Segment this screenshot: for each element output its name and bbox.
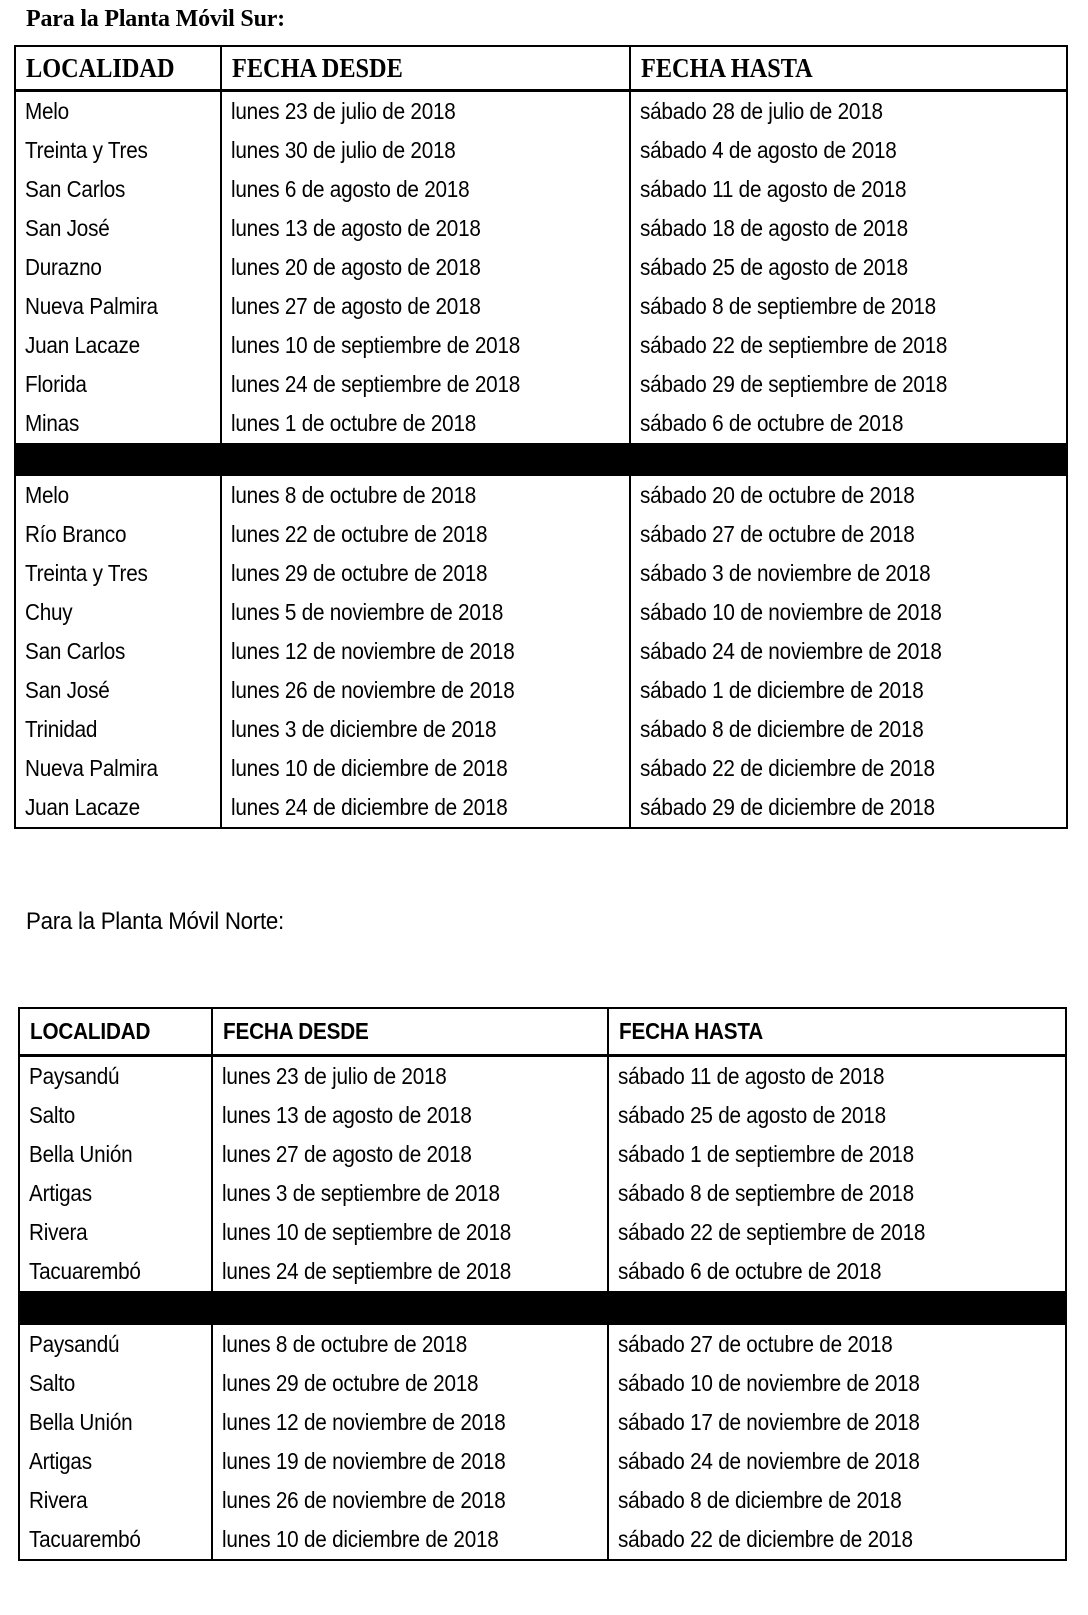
cell-text: lunes 8 de octubre de 2018: [222, 1331, 468, 1357]
table-row: [15, 131, 1067, 170]
cell-text: sábado 20 de octubre de 2018: [640, 482, 915, 508]
cell-fecha-desde: [221, 749, 630, 788]
cell-text: sábado 29 de diciembre de 2018: [640, 794, 935, 820]
cell-text: sábado 22 de septiembre de 2018: [618, 1219, 926, 1245]
cell-fecha-hasta: [630, 710, 1067, 749]
column-header-label: LOCALIDAD: [30, 1018, 151, 1044]
cell-fecha-hasta: [630, 170, 1067, 209]
cell-text: sábado 27 de octubre de 2018: [640, 521, 915, 547]
table-row: [19, 1403, 1066, 1442]
cell-text: sábado 6 de octubre de 2018: [640, 410, 904, 436]
redaction-band-row: [15, 443, 1067, 476]
cell-text: Salto: [29, 1102, 76, 1128]
cell-text: lunes 30 de julio de 2018: [231, 137, 456, 163]
cell-fecha-hasta: [630, 91, 1067, 132]
table-row: [15, 749, 1067, 788]
cell-text: Florida: [25, 371, 87, 397]
cell-fecha-hasta: [630, 326, 1067, 365]
cell-localidad: [19, 1213, 212, 1252]
table-row: [19, 1520, 1066, 1560]
table-row: [15, 404, 1067, 443]
cell-localidad: [15, 710, 221, 749]
cell-localidad: [15, 515, 221, 554]
cell-fecha-hasta: [608, 1056, 1066, 1097]
table-row: [15, 365, 1067, 404]
table-header-row: [19, 1008, 1066, 1056]
cell-fecha-hasta: [608, 1135, 1066, 1174]
cell-text: sábado 11 de agosto de 2018: [618, 1063, 885, 1089]
cell-text: Trinidad: [25, 716, 98, 742]
cell-fecha-desde: [212, 1174, 608, 1213]
cell-localidad: [15, 209, 221, 248]
cell-text: lunes 13 de agosto de 2018: [231, 215, 481, 241]
cell-fecha-hasta: [630, 365, 1067, 404]
cell-fecha-hasta: [630, 554, 1067, 593]
cell-localidad: [19, 1056, 212, 1097]
cell-localidad: [15, 326, 221, 365]
cell-text: Nueva Palmira: [25, 755, 158, 781]
cell-text: lunes 1 de octubre de 2018: [231, 410, 477, 436]
cell-fecha-desde: [212, 1364, 608, 1403]
table-row: [15, 515, 1067, 554]
cell-text: sábado 11 de agosto de 2018: [640, 176, 907, 202]
cell-localidad: [15, 593, 221, 632]
cell-text: sábado 4 de agosto de 2018: [640, 137, 897, 163]
cell-fecha-desde: [221, 476, 630, 515]
cell-fecha-hasta: [630, 671, 1067, 710]
cell-fecha-desde: [221, 131, 630, 170]
column-header-label: FECHA HASTA: [619, 1018, 764, 1044]
cell-fecha-hasta: [608, 1481, 1066, 1520]
table-row: [19, 1442, 1066, 1481]
cell-localidad: [15, 131, 221, 170]
cell-text: lunes 19 de noviembre de 2018: [222, 1448, 506, 1474]
cell-localidad: [15, 788, 221, 828]
cell-fecha-desde: [212, 1213, 608, 1252]
cell-fecha-hasta: [608, 1520, 1066, 1560]
cell-fecha-hasta: [608, 1213, 1066, 1252]
caption-planta-movil-sur: Para la Planta Móvil Sur:: [26, 6, 285, 32]
cell-localidad: [19, 1096, 212, 1135]
cell-fecha-desde: [212, 1096, 608, 1135]
cell-localidad: [19, 1174, 212, 1213]
cell-text: lunes 29 de octubre de 2018: [222, 1370, 479, 1396]
table-row: [15, 476, 1067, 515]
table-row: [19, 1135, 1066, 1174]
column-header-label: FECHA DESDE: [232, 52, 403, 83]
column-header-fecha-hasta: [608, 1008, 1066, 1056]
column-header-localidad: [15, 46, 221, 91]
cell-text: Juan Lacaze: [25, 794, 140, 820]
cell-text: lunes 27 de agosto de 2018: [222, 1141, 472, 1167]
cell-fecha-desde: [221, 404, 630, 443]
cell-text: sábado 8 de septiembre de 2018: [618, 1180, 914, 1206]
cell-text: Melo: [25, 98, 69, 124]
cell-text: sábado 1 de septiembre de 2018: [618, 1141, 914, 1167]
cell-text: Paysandú: [29, 1063, 120, 1089]
cell-text: sábado 22 de diciembre de 2018: [618, 1526, 913, 1552]
cell-text: lunes 6 de agosto de 2018: [231, 176, 470, 202]
cell-fecha-hasta: [608, 1174, 1066, 1213]
column-header-fecha-hasta: [630, 46, 1067, 91]
table-row: [15, 170, 1067, 209]
cell-localidad: [19, 1520, 212, 1560]
table-row: [19, 1056, 1066, 1097]
cell-text: sábado 24 de noviembre de 2018: [618, 1448, 920, 1474]
redaction-band: [15, 443, 1067, 476]
cell-text: sábado 8 de septiembre de 2018: [640, 293, 936, 319]
cell-fecha-hasta: [630, 515, 1067, 554]
table-row: [19, 1213, 1066, 1252]
cell-text: Río Branco: [25, 521, 127, 547]
cell-text: lunes 24 de diciembre de 2018: [231, 794, 508, 820]
cell-localidad: [15, 365, 221, 404]
cell-fecha-desde: [221, 365, 630, 404]
cell-localidad: [19, 1481, 212, 1520]
cell-fecha-hasta: [630, 476, 1067, 515]
cell-fecha-desde: [212, 1403, 608, 1442]
cell-fecha-desde: [221, 248, 630, 287]
cell-text: lunes 24 de septiembre de 2018: [222, 1258, 512, 1284]
cell-text: lunes 26 de noviembre de 2018: [231, 677, 515, 703]
cell-text: lunes 8 de octubre de 2018: [231, 482, 477, 508]
table-row: [15, 671, 1067, 710]
cell-text: Bella Unión: [29, 1141, 133, 1167]
cell-localidad: [15, 749, 221, 788]
cell-text: San José: [25, 215, 110, 241]
cell-fecha-hasta: [630, 287, 1067, 326]
table-row: [19, 1174, 1066, 1213]
cell-fecha-hasta: [630, 131, 1067, 170]
cell-text: Melo: [25, 482, 69, 508]
column-header-fecha-desde: [212, 1008, 608, 1056]
cell-localidad: [15, 554, 221, 593]
cell-localidad: [15, 404, 221, 443]
cell-text: lunes 12 de noviembre de 2018: [231, 638, 515, 664]
cell-text: lunes 23 de julio de 2018: [231, 98, 456, 124]
cell-text: lunes 3 de diciembre de 2018: [231, 716, 497, 742]
table-row: [15, 710, 1067, 749]
table-row: [15, 248, 1067, 287]
cell-fecha-hasta: [630, 749, 1067, 788]
column-header-localidad: [19, 1008, 212, 1056]
cell-fecha-hasta: [608, 1403, 1066, 1442]
cell-text: lunes 10 de septiembre de 2018: [231, 332, 521, 358]
cell-fecha-desde: [221, 91, 630, 132]
cell-localidad: [15, 248, 221, 287]
caption-planta-movil-norte: Para la Planta Móvil Norte:: [26, 908, 284, 935]
cell-text: Chuy: [25, 599, 73, 625]
column-header-fecha-desde: [221, 46, 630, 91]
cell-text: sábado 6 de octubre de 2018: [618, 1258, 882, 1284]
cell-text: lunes 3 de septiembre de 2018: [222, 1180, 500, 1206]
cell-text: San Carlos: [25, 176, 126, 202]
table-row: [19, 1252, 1066, 1291]
cell-text: lunes 10 de septiembre de 2018: [222, 1219, 512, 1245]
cell-text: Tacuarembó: [29, 1526, 141, 1552]
table-row: [15, 91, 1067, 132]
cell-text: sábado 10 de noviembre de 2018: [618, 1370, 920, 1396]
cell-fecha-desde: [221, 326, 630, 365]
cell-text: Treinta y Tres: [25, 560, 148, 586]
cell-text: sábado 25 de agosto de 2018: [640, 254, 908, 280]
cell-fecha-hasta: [630, 209, 1067, 248]
cell-localidad: [19, 1325, 212, 1364]
table-row: [15, 788, 1067, 828]
cell-text: lunes 13 de agosto de 2018: [222, 1102, 472, 1128]
table-row: [15, 326, 1067, 365]
cell-text: San Carlos: [25, 638, 126, 664]
cell-text: Tacuarembó: [29, 1258, 141, 1284]
cell-text: lunes 29 de octubre de 2018: [231, 560, 488, 586]
cell-text: sábado 8 de diciembre de 2018: [640, 716, 924, 742]
table-row: [15, 632, 1067, 671]
cell-fecha-desde: [221, 788, 630, 828]
table-row: [19, 1325, 1066, 1364]
cell-localidad: [19, 1442, 212, 1481]
table-header-row: [15, 46, 1067, 91]
cell-text: Juan Lacaze: [25, 332, 140, 358]
cell-fecha-desde: [221, 671, 630, 710]
cell-fecha-hasta: [630, 632, 1067, 671]
cell-text: Nueva Palmira: [25, 293, 158, 319]
cell-text: sábado 8 de diciembre de 2018: [618, 1487, 902, 1513]
cell-text: lunes 23 de julio de 2018: [222, 1063, 447, 1089]
cell-fecha-desde: [221, 170, 630, 209]
cell-fecha-hasta: [630, 593, 1067, 632]
table-row: [19, 1481, 1066, 1520]
cell-fecha-desde: [221, 593, 630, 632]
cell-fecha-desde: [212, 1135, 608, 1174]
cell-fecha-desde: [221, 209, 630, 248]
cell-text: sábado 29 de septiembre de 2018: [640, 371, 948, 397]
cell-fecha-desde: [212, 1442, 608, 1481]
cell-text: Durazno: [25, 254, 102, 280]
table-row: [15, 209, 1067, 248]
cell-text: lunes 10 de diciembre de 2018: [222, 1526, 499, 1552]
cell-text: Bella Unión: [29, 1409, 133, 1435]
cell-fecha-hasta: [608, 1325, 1066, 1364]
cell-fecha-hasta: [630, 788, 1067, 828]
table-row: [15, 593, 1067, 632]
cell-text: lunes 10 de diciembre de 2018: [231, 755, 508, 781]
table-row: [15, 554, 1067, 593]
cell-fecha-desde: [221, 710, 630, 749]
cell-text: sábado 25 de agosto de 2018: [618, 1102, 886, 1128]
cell-text: lunes 12 de noviembre de 2018: [222, 1409, 506, 1435]
table-row: [15, 287, 1067, 326]
cell-text: Artigas: [29, 1180, 92, 1206]
cell-localidad: [15, 170, 221, 209]
cell-fecha-desde: [221, 515, 630, 554]
column-header-label: LOCALIDAD: [26, 52, 175, 83]
cell-text: sábado 1 de diciembre de 2018: [640, 677, 924, 703]
cell-fecha-desde: [221, 287, 630, 326]
cell-fecha-desde: [212, 1481, 608, 1520]
table-row: [19, 1096, 1066, 1135]
cell-localidad: [15, 91, 221, 132]
redaction-band: [19, 1291, 1066, 1325]
schedule-table-sur: [14, 45, 1068, 829]
cell-text: lunes 24 de septiembre de 2018: [231, 371, 521, 397]
table-row: [19, 1364, 1066, 1403]
cell-text: Treinta y Tres: [25, 137, 148, 163]
cell-text: sábado 27 de octubre de 2018: [618, 1331, 893, 1357]
cell-fecha-desde: [212, 1252, 608, 1291]
column-header-label: FECHA DESDE: [223, 1018, 369, 1044]
cell-text: Paysandú: [29, 1331, 120, 1357]
cell-text: lunes 22 de octubre de 2018: [231, 521, 488, 547]
cell-fecha-desde: [212, 1056, 608, 1097]
cell-text: sábado 3 de noviembre de 2018: [640, 560, 931, 586]
cell-text: sábado 22 de diciembre de 2018: [640, 755, 935, 781]
cell-text: sábado 18 de agosto de 2018: [640, 215, 908, 241]
cell-text: lunes 26 de noviembre de 2018: [222, 1487, 506, 1513]
cell-localidad: [19, 1135, 212, 1174]
cell-fecha-hasta: [630, 404, 1067, 443]
cell-text: sábado 17 de noviembre de 2018: [618, 1409, 920, 1435]
cell-fecha-hasta: [630, 248, 1067, 287]
schedule-table-norte: [18, 1007, 1067, 1561]
cell-fecha-desde: [221, 554, 630, 593]
cell-fecha-hasta: [608, 1364, 1066, 1403]
cell-text: Rivera: [29, 1487, 88, 1513]
cell-fecha-hasta: [608, 1252, 1066, 1291]
cell-text: sábado 28 de julio de 2018: [640, 98, 883, 124]
cell-fecha-desde: [212, 1520, 608, 1560]
cell-text: sábado 22 de septiembre de 2018: [640, 332, 948, 358]
cell-localidad: [15, 632, 221, 671]
cell-text: Artigas: [29, 1448, 92, 1474]
cell-text: Rivera: [29, 1219, 88, 1245]
redaction-band-row: [19, 1291, 1066, 1325]
cell-text: Salto: [29, 1370, 76, 1396]
cell-text: lunes 27 de agosto de 2018: [231, 293, 481, 319]
cell-fecha-hasta: [608, 1096, 1066, 1135]
cell-localidad: [19, 1364, 212, 1403]
column-header-label: FECHA HASTA: [641, 52, 813, 83]
cell-fecha-desde: [212, 1325, 608, 1364]
cell-localidad: [15, 476, 221, 515]
cell-fecha-hasta: [608, 1442, 1066, 1481]
cell-text: Minas: [25, 410, 80, 436]
cell-localidad: [15, 671, 221, 710]
cell-text: lunes 5 de noviembre de 2018: [231, 599, 504, 625]
cell-fecha-desde: [221, 632, 630, 671]
cell-text: San José: [25, 677, 110, 703]
cell-text: lunes 20 de agosto de 2018: [231, 254, 481, 280]
cell-localidad: [19, 1403, 212, 1442]
cell-localidad: [19, 1252, 212, 1291]
cell-text: sábado 24 de noviembre de 2018: [640, 638, 942, 664]
cell-text: sábado 10 de noviembre de 2018: [640, 599, 942, 625]
cell-localidad: [15, 287, 221, 326]
